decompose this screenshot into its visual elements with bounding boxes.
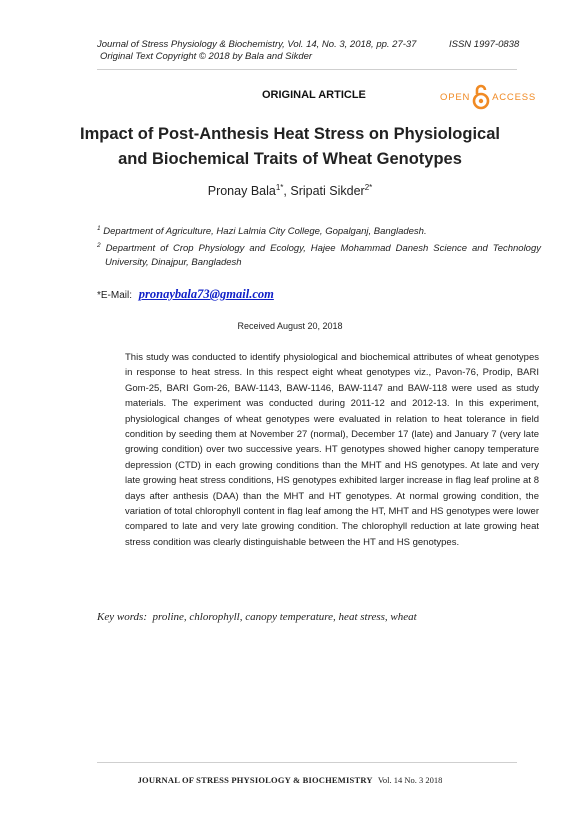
journal-citation: Journal of Stress Physiology & Biochemistry, Vol. 14, No. 3, 2018, pp. 27-37 xyxy=(97,39,417,50)
affiliation-text-continued: University, Dinajpur, Bangladesh xyxy=(105,257,242,269)
footer-journal-name: JOURNAL OF STRESS PHYSIOLOGY & BIOCHEMISTRY xyxy=(137,775,373,785)
abstract-text: This study was conducted to identify physiological and biochemical attributes of wheat genotypes in response to heat stress. In this respect eight wheat genotypes viz., Pavon-76, Prodip, BARI Gom-25, BARI Gom-26, BAW-1143, BAW-1146, BAW-1147 and BAW-118 were used as study materials. The experiment was conducted during 2011-12 and 2012-13. In this experiment, physiological changes of wheat genotypes were evaluated in relation to heat tolerance in field condition by seeding them at November 27 (normal), December 17 (late) and January 7 (very late growing condition) over two successive years. HT genotypes showed higher canopy temperature depression (CTD) in each growing conditions than the MHT and HS genotypes. At late and very late growing heat stress conditions, HS genotypes exhibited larger increase in flag leaf proline at 8 days after anthesis (DAA) than the MHT and HT genotypes. At normal growing condition, the variation of total chlorophyll content in flag leaf among the HT, MHT and HS genotypes were lower compared to late and very late growing condition. The chlorophyll reduction at late growing heat stress condition was clearly distinguishable between the HT and HS genotypes. xyxy=(125,352,539,548)
copyright-line: Original Text Copyright © 2018 by Bala and Sikder xyxy=(100,51,313,62)
author-name: Sripati Sikder xyxy=(290,184,365,199)
author-list xyxy=(40,183,540,198)
open-access-word-open: OPEN xyxy=(440,91,471,103)
affiliation-text: Department of Agriculture, Hazi Lalmia City College, Gopalganj, Bangladesh. xyxy=(103,226,427,238)
open-lock-icon xyxy=(472,84,490,110)
affiliation-number: 2 xyxy=(97,242,101,249)
affiliation-text: Department of Crop Physiology and Ecology, Hajee Mohammad Danesh Science and Technology xyxy=(105,243,542,255)
header-rule xyxy=(97,69,517,70)
affiliation-2 xyxy=(97,239,541,270)
email-link[interactable]: pronaybala73@gmail.com xyxy=(138,287,274,301)
keywords-label: Key words: xyxy=(97,611,148,623)
author-separator: , xyxy=(283,184,291,199)
keywords xyxy=(97,611,417,623)
article-title xyxy=(40,122,540,172)
affiliation-1 xyxy=(97,222,427,239)
title-line-2: and Biochemical Traits of Wheat Genotypes xyxy=(118,150,462,168)
keywords-terms: proline, chlorophyll, canopy temperature, heat stress, wheat xyxy=(152,611,417,623)
author-affiliation-mark: 2* xyxy=(364,183,373,192)
affiliation-number: 1 xyxy=(97,225,101,232)
email-row xyxy=(97,287,274,302)
article-type-label: ORIGINAL ARTICLE xyxy=(262,89,366,101)
title-line-1: Impact of Post-Anthesis Heat Stress on Physiological xyxy=(80,125,500,143)
author-name: Pronay Bala xyxy=(207,184,276,199)
open-access-word-access: ACCESS xyxy=(492,91,536,103)
page-footer xyxy=(40,775,540,785)
footer-rule xyxy=(97,762,517,763)
email-label: *E-Mail: xyxy=(97,290,133,301)
open-access-logo xyxy=(440,84,536,110)
received-date: Received August 20, 2018 xyxy=(237,321,343,331)
footer-issue: Vol. 14 No. 3 2018 xyxy=(377,775,443,785)
issn: ISSN 1997-0838 xyxy=(449,39,520,50)
author-affiliation-mark: 1* xyxy=(275,183,284,192)
